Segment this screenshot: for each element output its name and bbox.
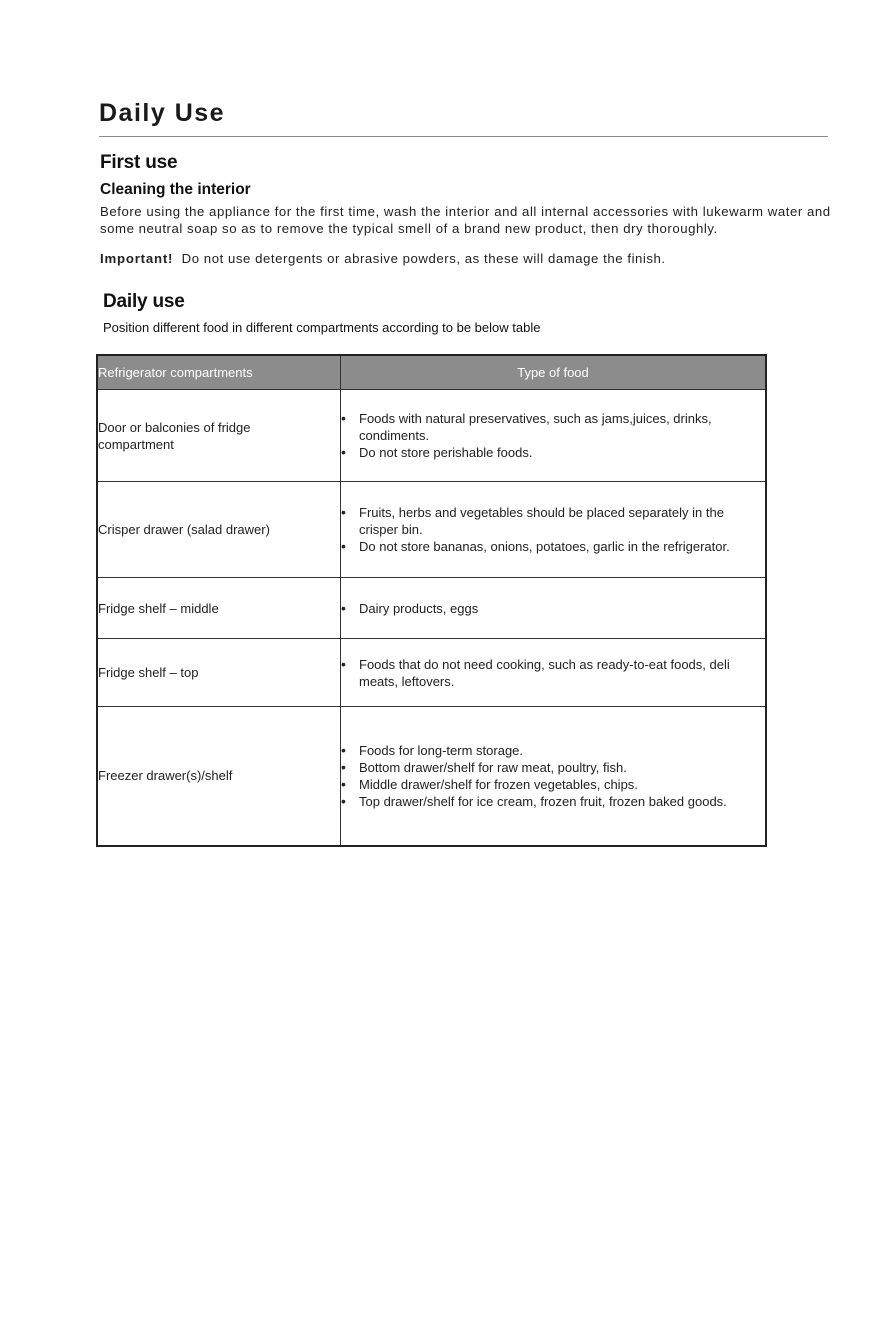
list-item: • Do not store perishable foods. — [341, 444, 765, 461]
food-list — [341, 600, 765, 617]
compartment-cell: Crisper drawer (salad drawer) — [97, 482, 341, 578]
food-list — [341, 410, 765, 461]
daily-use-heading: Daily use — [103, 291, 185, 312]
food-compartment-table — [96, 354, 767, 847]
list-item: • Foods with natural preservatives, such as jams,juices, drinks, condiments. — [341, 410, 765, 444]
compartment-cell: Fridge shelf – top — [97, 639, 341, 707]
cleaning-interior-heading: Cleaning the interior — [100, 181, 251, 198]
page-title: Daily Use — [99, 99, 226, 127]
compartment-cell: Door or balconies of fridge compartment — [97, 390, 341, 482]
column-header-type-of-food: Type of food — [341, 355, 767, 390]
food-type-cell — [341, 390, 767, 482]
list-item: • Fruits, herbs and vegetables should be placed separately in the crisper bin. — [341, 504, 765, 538]
compartment-cell: Freezer drawer(s)/shelf — [97, 707, 341, 846]
food-list — [341, 742, 765, 810]
important-label: Important! — [100, 251, 174, 266]
cleaning-paragraph: Before using the appliance for the first time, wash the interior and all internal accessories with lukewarm water and some neutral soap so as to remove the typical smell of a brand new product, then dry thoroughly. — [100, 204, 831, 236]
list-item: • Foods that do not need cooking, such as ready-to-eat foods, deli meats, leftovers. — [341, 656, 765, 690]
food-list — [341, 656, 765, 690]
first-use-heading: First use — [100, 152, 178, 173]
food-type-cell — [341, 639, 767, 707]
list-item: • Foods for long-term storage. — [341, 742, 765, 759]
table-row — [97, 390, 766, 482]
important-text: Do not use detergents or abrasive powders, as these will damage the finish. — [181, 251, 666, 266]
important-note — [100, 250, 840, 267]
title-divider — [99, 136, 828, 137]
table-row — [97, 639, 766, 707]
list-item: • Top drawer/shelf for ice cream, frozen fruit, frozen baked goods. — [341, 793, 765, 810]
column-header-compartments: Refrigerator compartments — [97, 355, 341, 390]
list-item: • Middle drawer/shelf for frozen vegetables, chips. — [341, 776, 765, 793]
table-header-row — [97, 355, 766, 390]
table-row — [97, 482, 766, 578]
table-row — [97, 707, 766, 846]
table-row — [97, 578, 766, 639]
food-type-cell — [341, 578, 767, 639]
list-item: • Dairy products, eggs — [341, 600, 765, 617]
list-item: • Bottom drawer/shelf for raw meat, poultry, fish. — [341, 759, 765, 776]
food-type-cell — [341, 707, 767, 846]
daily-use-intro: Position different food in different compartments according to be below table — [103, 320, 541, 335]
compartment-cell: Fridge shelf – middle — [97, 578, 341, 639]
food-list — [341, 504, 765, 555]
food-type-cell — [341, 482, 767, 578]
list-item: • Do not store bananas, onions, potatoes, garlic in the refrigerator. — [341, 538, 765, 555]
